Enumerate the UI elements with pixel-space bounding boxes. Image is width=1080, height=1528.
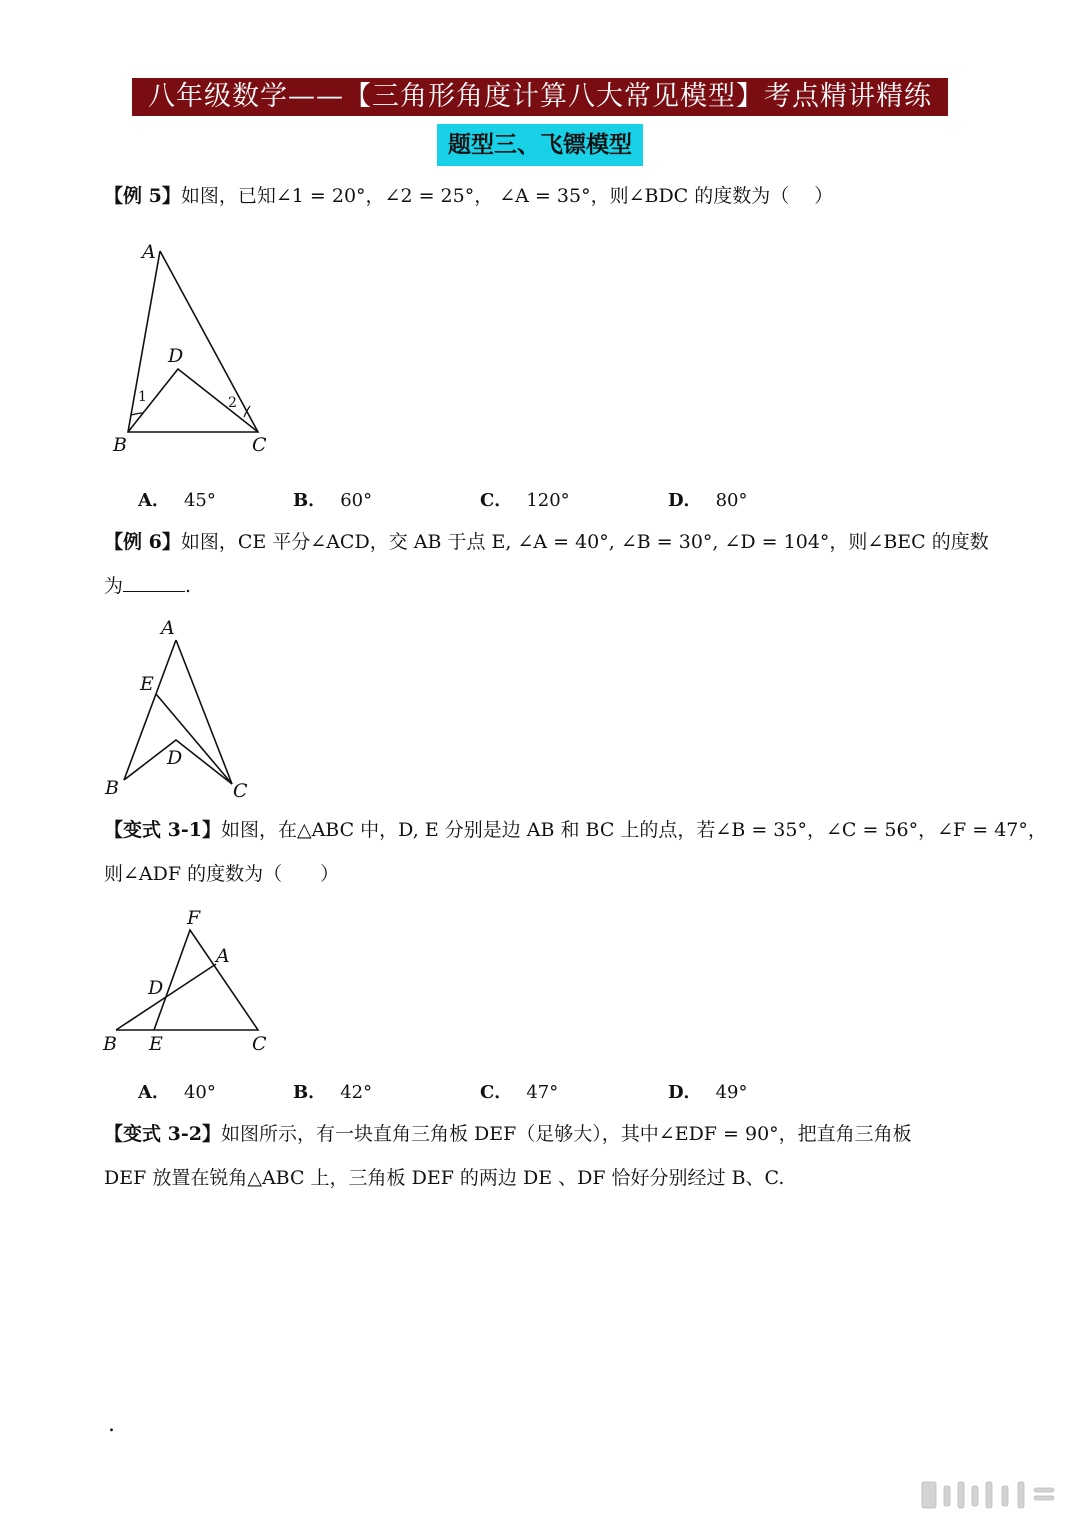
- var31-options: [138, 1078, 938, 1108]
- var31-option-c[interactable]: C． 47°: [480, 1082, 559, 1103]
- ex5-question: [104, 174, 984, 218]
- ex6-bisector-ce: [156, 694, 232, 784]
- var32-question-line2: DEF 放置在锐角△ABC 上，三角板 DEF 的两边 DE 、DF 恰好分别经过 B、C.: [104, 1167, 785, 1189]
- ex5-option-a[interactable]: A． 45°: [138, 490, 216, 511]
- ex5-angle2-label: 2: [228, 395, 237, 411]
- ex6-tag: 【例 6】: [104, 531, 181, 553]
- var31-option-d[interactable]: D． 49°: [668, 1082, 748, 1103]
- var32-tag: 【变式 3-2】: [104, 1123, 221, 1145]
- watermark-deco-icon: [910, 1478, 1070, 1512]
- var31-tag: 【变式 3-1】: [104, 819, 221, 841]
- var31-text: 如图，在△ABC 中，D, E 分别是边 AB 和 BC 上的点，若∠B = 35°，∠C = 56°，∠F = 47°，: [220, 819, 1047, 841]
- var31-figure: [100, 902, 280, 1060]
- var31-label-b: B: [103, 1033, 117, 1055]
- ex5-option-c[interactable]: C． 120°: [480, 490, 570, 511]
- var31-label-e: E: [149, 1033, 163, 1055]
- ex6-text: 如图，CE 平分∠ACD，交 AB 于点 E, ∠A = 40°, ∠B = 30°, ∠D = 104°，则∠BEC 的度数: [180, 531, 989, 553]
- ex6-label-a: A: [161, 617, 175, 639]
- var31-label-f: F: [187, 907, 201, 929]
- ex6-question-line1: [104, 520, 989, 564]
- var31-question-line2: 则∠ADF 的度数为（ ）: [104, 863, 340, 885]
- ex5-tag: 【例 5】: [104, 185, 181, 207]
- var31-label-d: D: [148, 977, 164, 999]
- ex5-options: [138, 486, 938, 516]
- var31-question-line1: [104, 808, 1047, 852]
- ex6-label-b: B: [105, 777, 119, 799]
- ex6-label-c: C: [233, 780, 248, 802]
- var31-side-ba: [116, 964, 216, 1030]
- ex6-label-d: D: [167, 747, 183, 769]
- section-subtitle: 题型三、飞镖模型: [437, 124, 643, 166]
- var32-text: 如图所示，有一块直角三角板 DEF（足够大），其中∠EDF = 90°，把直角三角板: [220, 1123, 912, 1145]
- ex5-label-c: C: [252, 434, 267, 456]
- ex5-label-b: B: [113, 434, 127, 456]
- var31-label-a: A: [216, 945, 230, 967]
- ex6-question-line2: 为 .: [104, 564, 984, 608]
- ex5-text: 如图，已知∠1 = 20°，∠2 = 25°， ∠A = 35°，则∠BDC 的度数为（ ）: [180, 185, 834, 207]
- var31-option-b[interactable]: B． 42°: [293, 1082, 373, 1103]
- ex5-label-a: A: [142, 241, 156, 263]
- bottom-dot: .: [108, 1412, 115, 1437]
- ex5-figure: [100, 236, 300, 462]
- page-title: 八年级数学——【三角形角度计算八大常见模型】考点精讲精练: [132, 78, 948, 116]
- var32-question-line1: [104, 1112, 984, 1156]
- ex6-label-e: E: [140, 673, 154, 695]
- ex5-dart-bdc: [128, 369, 258, 432]
- var31-label-c: C: [252, 1033, 267, 1055]
- var31-option-a[interactable]: A． 40°: [138, 1082, 216, 1103]
- ex6-answer-blank[interactable]: [123, 571, 185, 592]
- ex5-triangle-abc: [128, 251, 258, 432]
- ex5-option-b[interactable]: B． 60°: [293, 490, 373, 511]
- ex6-figure: [100, 612, 270, 808]
- ex5-label-d: D: [168, 345, 184, 367]
- ex5-option-d[interactable]: D． 80°: [668, 490, 748, 511]
- ex5-angle1-label: 1: [138, 389, 147, 405]
